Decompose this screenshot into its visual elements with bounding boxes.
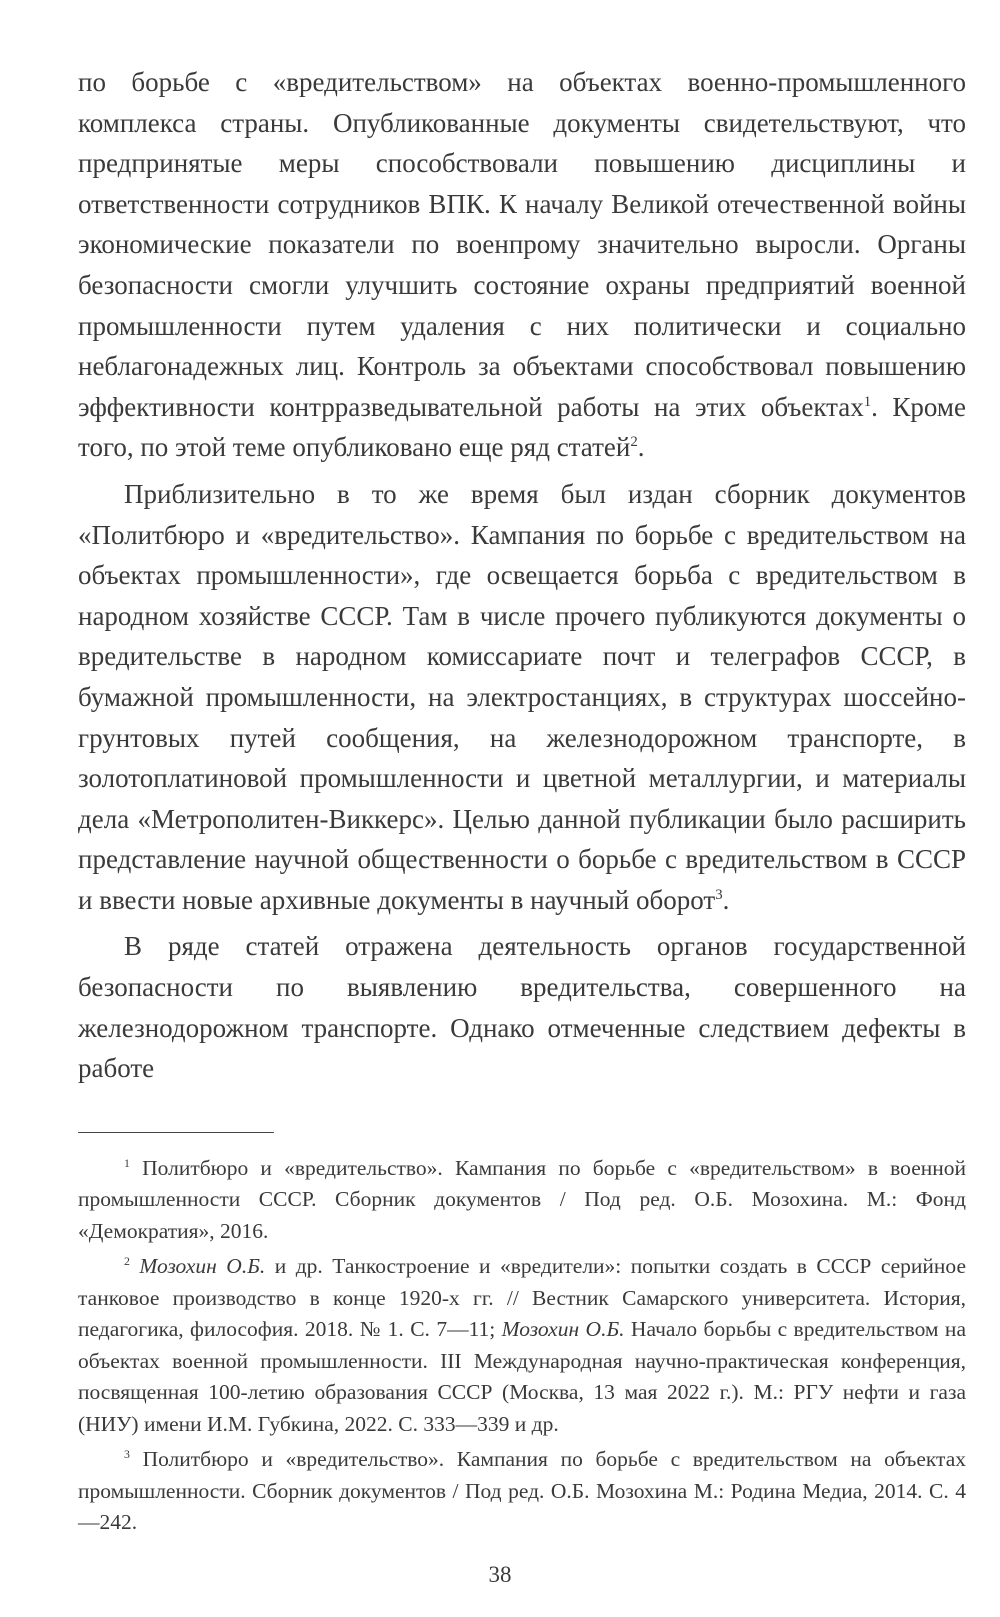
paragraph-1: по борьбе с «вредительством» на объектах военно-промышленного комплекса страны. Опубликованные документы свидетельствуют, что предпринятые меры способствовали повышению дисциплины и ответственности сотрудников ВПК. К началу Великой отечественной войны экономические показатели по военпрому значительно выросли. Органы безопасности смогли улучшить состояние охраны предприятий военной промышленности путем удаления с них политически и социально неблагонадежных лиц. Контроль за объектами способствовал повышению эффективности контрразведывательной работы на этих объектах$^1$. Кроме того, по этой теме опубликовано еще ряд статей$^2$. [78,67,966,463]
footnote-number: 1 [124,1155,130,1170]
footnote-number: 3 [124,1447,130,1462]
footnote-ref-3[interactable]: 3 [715,886,723,903]
footnote-divider [78,1132,274,1133]
footnote-ref-2[interactable]: 2 [630,434,638,451]
footnote-number: 2 [124,1254,130,1269]
author-name: Мозохин О.Б. [501,1317,625,1342]
footnote-2: $^2$ Мозохин О.Б. и др. Танкостроение и «вредители»: попытки создать в СССР серийное танковое производство в конце 1920-х гг. // Вестник Самарского университета. История, педагогика, философия. 2018. № 1. С. 7—11; Мозохин О.Б. Начало борьбы с вредительством на объектах военной промышленности. III Международная научно-практическая конференция, посвященная 100-летию образования СССР (Москва, 13 мая 2022 г.). М.: РГУ нефти и газа (НИУ) имени И.М. Губкина, 2022. С. 333—339 и др. [78,1254,966,1436]
footnote-3: $^3$ Политбюро и «вредительство». Кампания по борьбе с вредительством на объектах промышленности. Сборник документов / Под ред. О.Б. Мозохина М.: Родина Медиа, 2014. С. 4—242. [78,1447,966,1535]
footnote-1: $^1$ Политбюро и «вредительство». Кампания по борьбе с «вредительством» в военной промышленности СССР. Сборник документов / Под ред. О.Б. Мозохина. М.: Фонд «Демократия», 2016. [78,1155,967,1243]
book-page [78,62,966,1543]
page-number: 38 [488,1562,512,1587]
paragraph-2: Приблизительно в то же время был издан сборник документов «Политбюро и «вредительство». Кампания по борьбе с вредительством на объектах промышленности», где освещается борьба с вредительством в народном хозяйстве СССР. Там в числе прочего публикуются документы о вредительстве в народном комиссариате почт и телеграфов СССР, в бумажной промышленности, на электростанциях, в структурах шоссейно-грунтовых путей сообщения, на железнодорожном транспорте, в золотоплатиновой промышленности и цветной металлургии, и материалы дела «Метрополитен-Виккерс». Целью данной публикации было расширить представление научной общественности о борьбе с вредительством в СССР и ввести новые архивные документы в научный оборот$^3$. [78,478,966,915]
footnotes [78,1153,966,1539]
footnote-ref-1[interactable]: 1 [863,393,872,410]
paragraph-3: В ряде статей отражена деятельность органов государственной безопасности по выявлению вредительства, совершенного на железнодорожном транспорте. Однако отмеченные следствием дефекты в работе [78,931,966,1084]
main-text [78,62,966,1089]
author-name: Мозохин О.Б. [139,1254,266,1279]
